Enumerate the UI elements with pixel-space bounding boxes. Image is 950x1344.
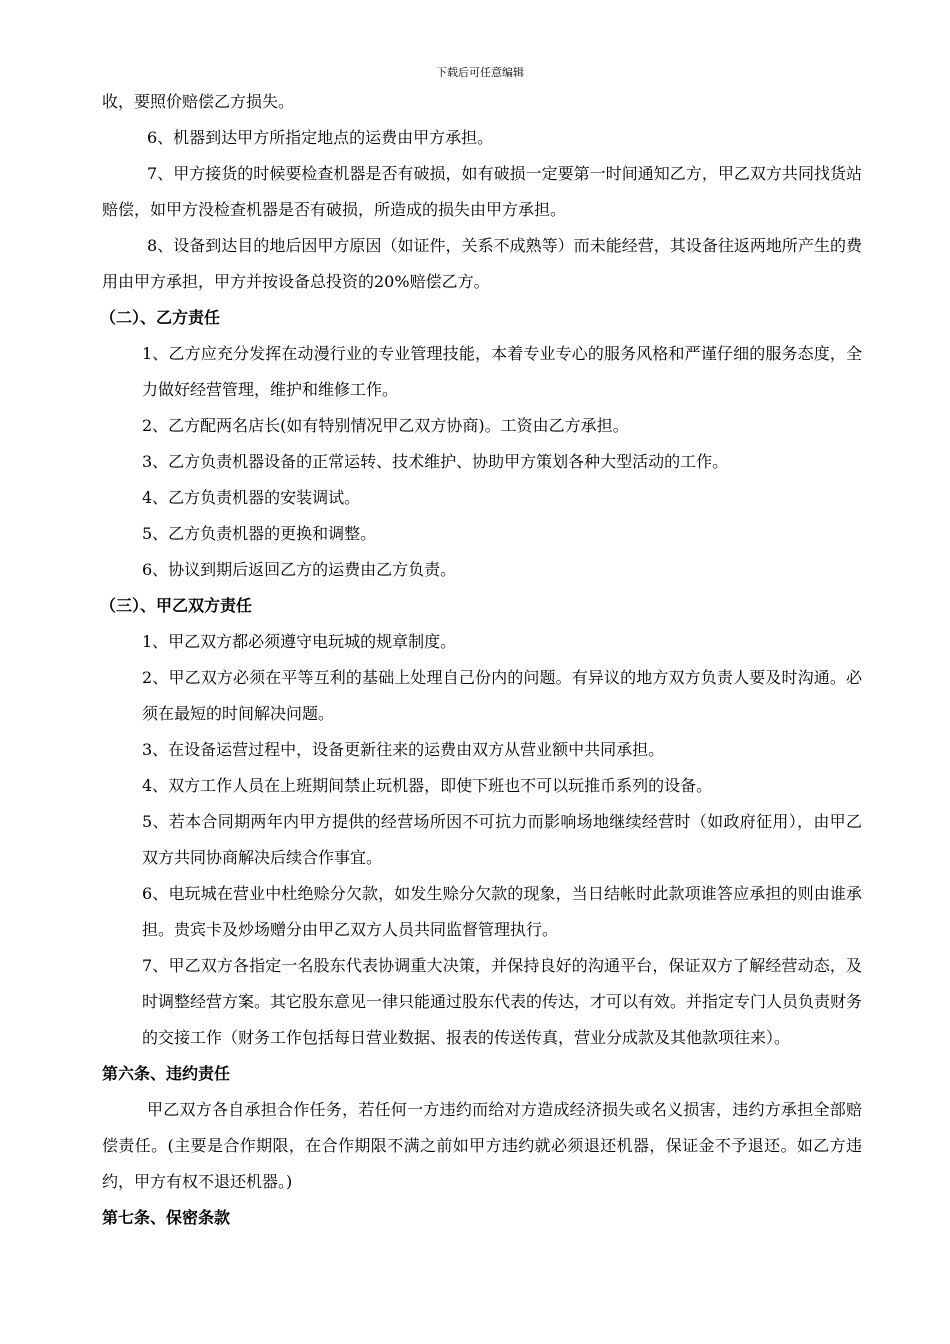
party-b-item-6: 6、协议到期后返回乙方的运费由乙方负责。 xyxy=(142,560,457,579)
party-b-item-5: 5、乙方负责机器的更换和调整。 xyxy=(142,524,377,543)
joint-item-1: 1、甲乙双方都必须遵守电玩城的规章制度。 xyxy=(142,632,457,651)
article-7-heading: 第七条、保密条款 xyxy=(102,1208,231,1227)
document-body xyxy=(102,84,862,1236)
article-6-heading: 第六条、违约责任 xyxy=(102,1064,231,1083)
joint-item-7: 7、甲乙双方各指定一名股东代表协调重大决策，并保持良好的沟通平台，保证双方了解经营动态，及时调整经营方案。其它股东意见一律只能通过股东代表的传达，才可以有效。并指定专门人员负责财务的交接工作（财务工作包括每日营业数据、报表的传送传真，营业分成款及其他款项往来）。 xyxy=(142,956,863,1047)
joint-item-2: 2、甲乙双方必须在平等互利的基础上处理自己份内的问题。有异议的地方双方负责人要及时沟通。必须在最短的时间解决问题。 xyxy=(142,668,862,723)
joint-item-3: 3、在设备运营过程中，设备更新往来的运费由双方从营业额中共同承担。 xyxy=(142,740,665,759)
joint-item-6: 6、电玩城在营业中杜绝赊分欠款，如发生赊分欠款的现象，当日结帐时此款项谁答应承担的则由谁承担。贵宾卡及炒场赠分由甲乙双方人员共同监督管理执行。 xyxy=(142,884,862,939)
party-b-item-4: 4、乙方负责机器的安装调试。 xyxy=(142,488,361,507)
clause-8-failure: 8、设备到达目的地后因甲方原因（如证件，关系不成熟等）而未能经营，其设备往返两地所产生的费用由甲方承担，甲方并按设备总投资的20%赔偿乙方。 xyxy=(102,236,862,291)
party-b-item-3: 3、乙方负责机器设备的正常运转、技术维护、协助甲方策划各种大型活动的工作。 xyxy=(142,452,729,471)
clause-7-inspection: 7、甲方接货的时候要检查机器是否有破损，如有破损一定要第一时间通知乙方，甲乙双方共同找货站赔偿，如甲方没检查机器是否有破损，所造成的损失由甲方承担。 xyxy=(102,164,862,219)
clause-6-freight: 6、机器到达甲方所指定地点的运费由甲方承担。 xyxy=(147,128,494,147)
section-party-b-duties: （二）、乙方责任 xyxy=(100,308,221,327)
joint-item-5: 5、若本合同期两年内甲方提供的经营场所因不可抗力而影响场地继续经营时（如政府征用），由甲乙双方共同协商解决后续合作事宜。 xyxy=(142,812,862,867)
joint-item-4: 4、双方工作人员在上班期间禁止玩机器，即使下班也不可以玩推币系列的设备。 xyxy=(142,776,713,795)
party-b-item-1: 1、乙方应充分发挥在动漫行业的专业管理技能，本着专业专心的服务风格和严谨仔细的服务态度，全力做好经营管理，维护和维修工作。 xyxy=(142,344,862,399)
section-joint-duties: （三）、甲乙双方责任 xyxy=(100,596,253,615)
header-note: 下载后可任意编辑 xyxy=(436,66,524,79)
article-6-body: 甲乙双方各自承担合作任务，若任何一方违约而给对方造成经济损失或名义损害，违约方承担全部赔偿责任。(主要是合作期限，在合作期限不满之前如甲方违约就必须退还机器，保证金不予退还。如乙方违约，甲方有权不退还机器。) xyxy=(102,1100,862,1191)
paragraph-continuation: 收，要照价赔偿乙方损失。 xyxy=(102,92,295,111)
party-b-item-2: 2、乙方配两名店长(如有特别情况甲乙双方协商)。工资由乙方承担。 xyxy=(142,416,629,435)
